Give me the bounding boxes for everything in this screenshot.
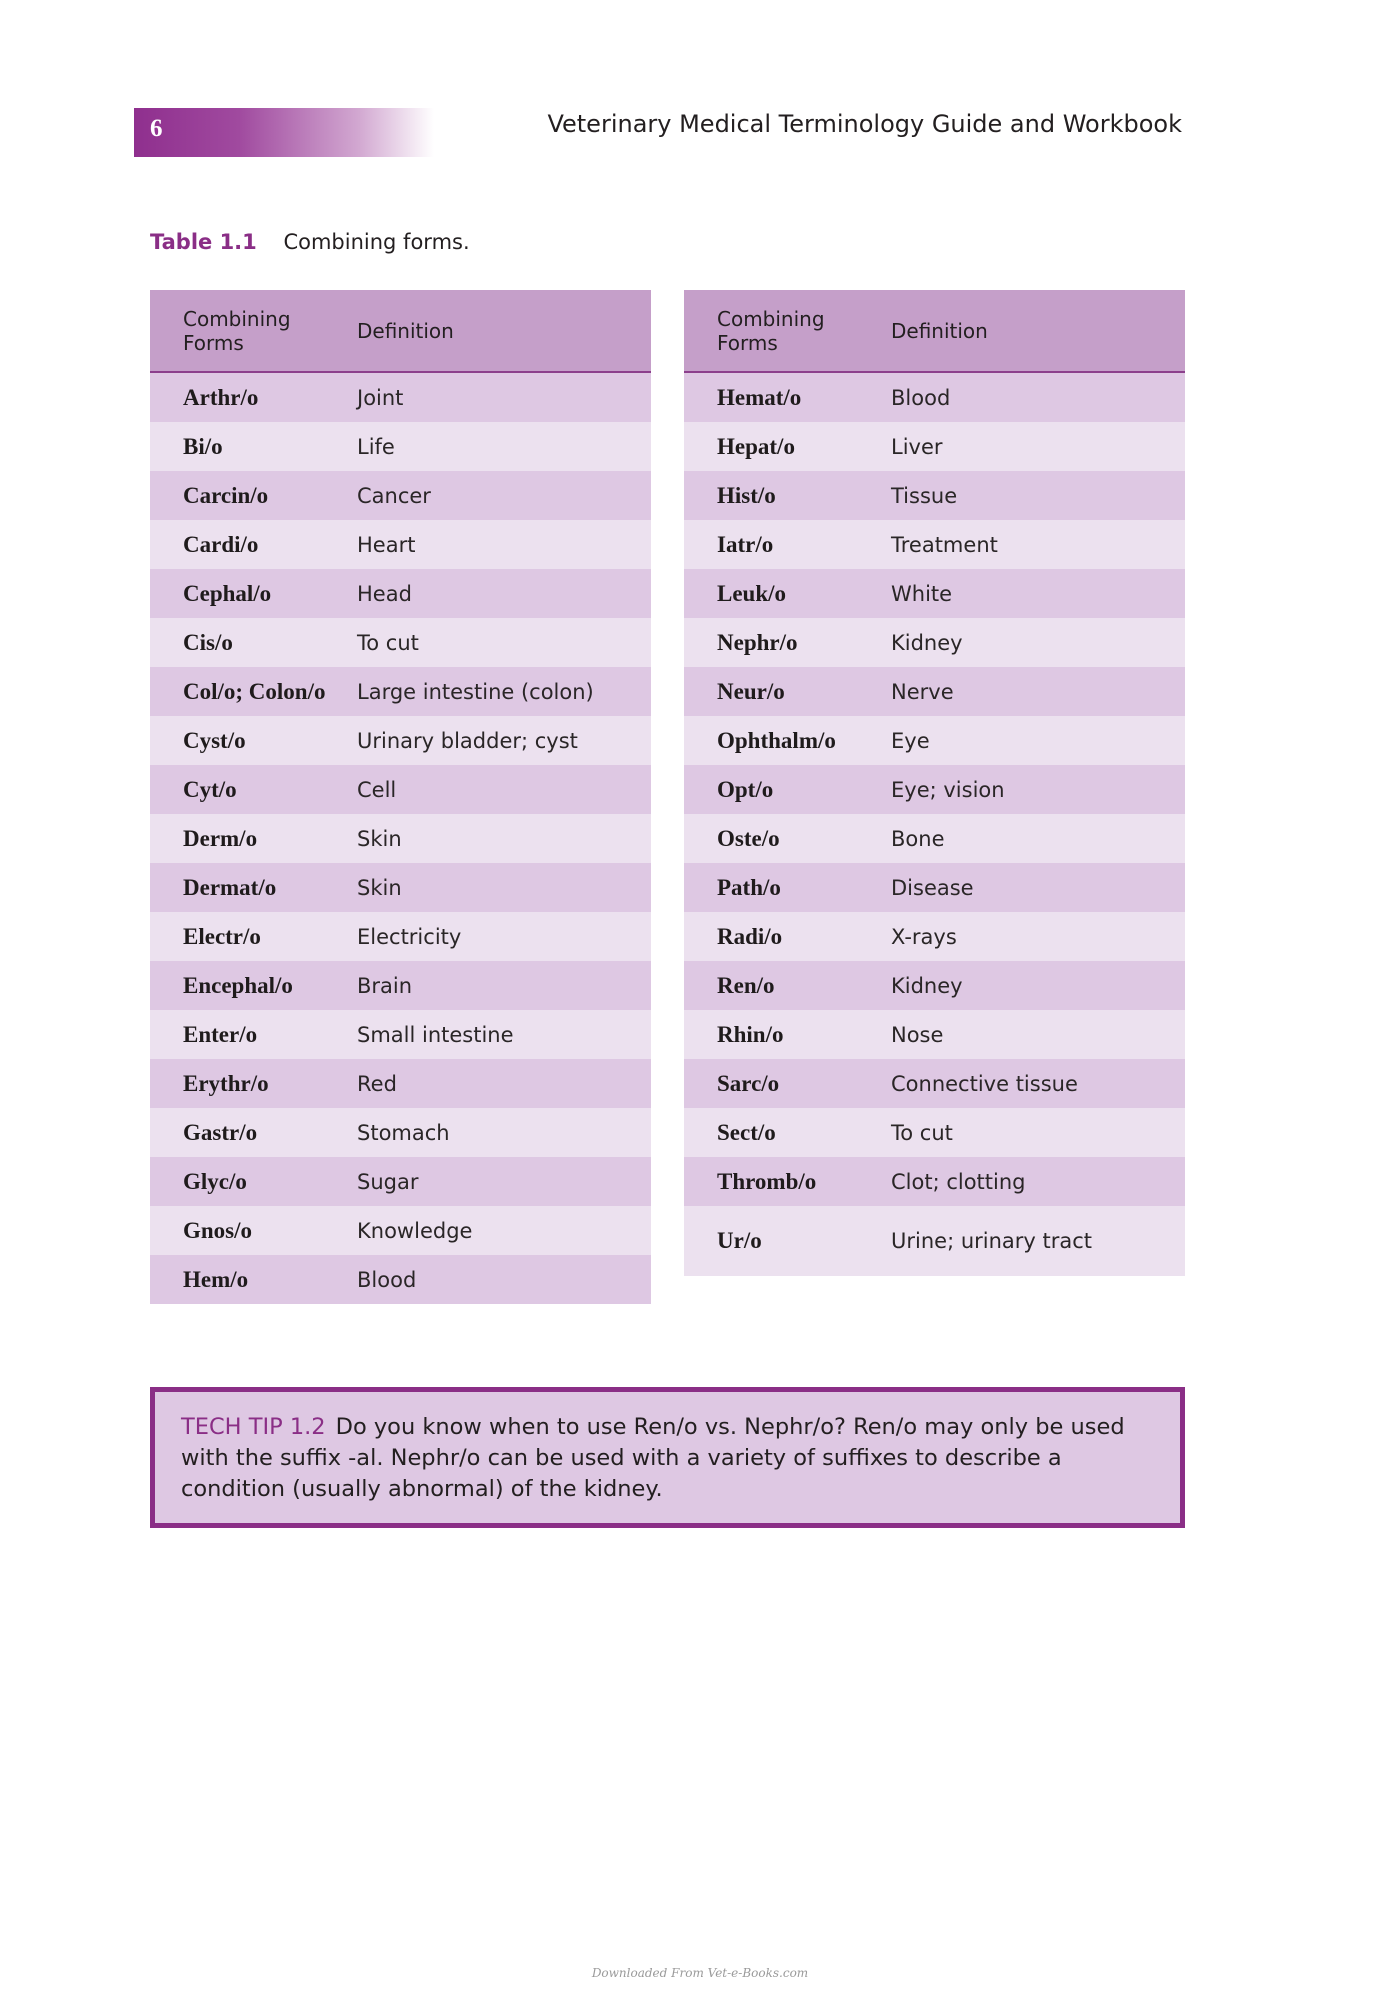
definition-cell: Disease bbox=[891, 875, 974, 900]
table-row bbox=[150, 765, 651, 814]
table-row bbox=[150, 814, 651, 863]
combining-form-cell: Gnos/o bbox=[183, 1217, 253, 1243]
combining-form-cell: Nephr/o bbox=[717, 629, 798, 655]
combining-form-cell: Thromb/o bbox=[717, 1168, 817, 1194]
table-row bbox=[684, 471, 1185, 520]
definition-cell: X-rays bbox=[891, 924, 957, 949]
combining-form-cell: Ren/o bbox=[717, 972, 775, 998]
footer-watermark: Downloaded From Vet-e-Books.com bbox=[591, 1966, 809, 1980]
running-head: Veterinary Medical Terminology Guide and Workbook bbox=[547, 110, 1182, 138]
definition-cell: Blood bbox=[891, 385, 951, 410]
definition-cell: Urinary bladder; cyst bbox=[357, 728, 578, 753]
combining-form-cell: Neur/o bbox=[717, 678, 785, 704]
table-row bbox=[150, 1255, 651, 1304]
combining-form-cell: Sarc/o bbox=[717, 1070, 780, 1096]
combining-form-cell: Carcin/o bbox=[183, 482, 269, 508]
definition-cell: Life bbox=[357, 434, 395, 459]
table-row bbox=[684, 618, 1185, 667]
combining-form-cell: Derm/o bbox=[183, 825, 258, 851]
definition-cell: Sugar bbox=[357, 1169, 419, 1194]
table-row bbox=[150, 471, 651, 520]
definition-cell: Small intestine bbox=[357, 1022, 514, 1047]
table-row bbox=[150, 1010, 651, 1059]
definition-cell: To cut bbox=[891, 1120, 953, 1145]
definition-cell: Cancer bbox=[357, 483, 431, 508]
tech-tip-box bbox=[150, 1387, 1185, 1528]
definition-cell: Urine; urinary tract bbox=[891, 1229, 1093, 1253]
table-row bbox=[150, 569, 651, 618]
table-row bbox=[684, 1206, 1185, 1276]
table-body bbox=[684, 373, 1185, 1276]
combining-form-cell: Path/o bbox=[717, 874, 781, 900]
combining-form-cell: Cyst/o bbox=[183, 727, 246, 753]
combining-form-cell: Cyt/o bbox=[183, 776, 237, 802]
combining-form-cell: Ophthalm/o bbox=[717, 727, 836, 753]
combining-form-cell: Gastr/o bbox=[183, 1119, 258, 1145]
table-row bbox=[684, 422, 1185, 471]
table-row bbox=[150, 912, 651, 961]
table-row bbox=[684, 814, 1185, 863]
table-row bbox=[150, 961, 651, 1010]
combining-form-cell: Ur/o bbox=[717, 1228, 762, 1253]
combining-forms-table-left bbox=[150, 290, 651, 1304]
table-row bbox=[684, 569, 1185, 618]
table-row bbox=[684, 667, 1185, 716]
definition-cell: Liver bbox=[891, 434, 943, 459]
combining-form-cell: Cis/o bbox=[183, 629, 233, 655]
table-row bbox=[684, 912, 1185, 961]
table-caption-text: Combining forms. bbox=[283, 230, 470, 254]
table-row bbox=[684, 1010, 1185, 1059]
definition-cell: Heart bbox=[357, 532, 416, 557]
definition-cell: Eye; vision bbox=[891, 777, 1005, 802]
combining-form-cell: Arthr/o bbox=[183, 384, 259, 410]
combining-form-cell: Enter/o bbox=[183, 1021, 258, 1047]
combining-form-cell: Oste/o bbox=[717, 825, 780, 851]
definition-cell: Connective tissue bbox=[891, 1071, 1078, 1096]
column-header-definition: Definition bbox=[891, 318, 988, 343]
column-header-term: Combining Forms bbox=[183, 306, 291, 355]
table-row bbox=[684, 520, 1185, 569]
table-row bbox=[684, 1059, 1185, 1108]
table-row bbox=[684, 716, 1185, 765]
definition-cell: Knowledge bbox=[357, 1218, 473, 1243]
combining-form-cell: Hem/o bbox=[183, 1266, 249, 1292]
column-header-definition: Definition bbox=[357, 318, 454, 343]
table-row bbox=[150, 716, 651, 765]
combining-form-cell: Erythr/o bbox=[183, 1070, 269, 1096]
combining-form-cell: Cephal/o bbox=[183, 580, 272, 606]
definition-cell: Electricity bbox=[357, 924, 462, 949]
combining-form-cell: Radi/o bbox=[717, 923, 783, 949]
table-row bbox=[150, 1108, 651, 1157]
table-body bbox=[150, 373, 651, 1304]
table-row bbox=[684, 1157, 1185, 1206]
definition-cell: White bbox=[891, 581, 953, 606]
table-row bbox=[150, 1206, 651, 1255]
column-header-term: Combining Forms bbox=[717, 306, 825, 355]
combining-form-cell: Hemat/o bbox=[717, 384, 802, 410]
definition-cell: Joint bbox=[357, 385, 404, 410]
table-caption bbox=[150, 230, 470, 254]
page-number-tab bbox=[134, 108, 434, 157]
combining-form-cell: Encephal/o bbox=[183, 972, 293, 998]
combining-form-cell: Electr/o bbox=[183, 923, 261, 949]
definition-cell: Clot; clotting bbox=[891, 1169, 1026, 1194]
table-row bbox=[150, 520, 651, 569]
definition-cell: Kidney bbox=[891, 630, 963, 655]
table-row bbox=[150, 618, 651, 667]
combining-form-cell: Cardi/o bbox=[183, 531, 259, 557]
definition-cell: Large intestine (colon) bbox=[357, 679, 594, 704]
table-row bbox=[150, 422, 651, 471]
definition-cell: Brain bbox=[357, 973, 413, 998]
definition-cell: Bone bbox=[891, 826, 945, 851]
table-row bbox=[150, 863, 651, 912]
table-row bbox=[684, 765, 1185, 814]
combining-form-cell: Leuk/o bbox=[717, 580, 787, 606]
tech-tip-text: Do you know when to use Ren/o vs. Nephr/o? Ren/o may only be used with the suffix -al. Nephr/o can be used with a variety of suffixes to describe a condition (usually abnormal) of the kidney. bbox=[181, 1414, 1125, 1502]
table-row bbox=[684, 1108, 1185, 1157]
definition-cell: Stomach bbox=[357, 1120, 450, 1145]
definition-cell: Red bbox=[357, 1071, 397, 1096]
definition-cell: Cell bbox=[357, 777, 397, 802]
definition-cell: Skin bbox=[357, 826, 402, 851]
definition-cell: To cut bbox=[357, 630, 419, 655]
combining-form-cell: Bi/o bbox=[183, 433, 223, 459]
combining-form-cell: Hist/o bbox=[717, 482, 776, 508]
definition-cell: Nerve bbox=[891, 679, 954, 704]
table-row bbox=[684, 961, 1185, 1010]
table-row bbox=[150, 373, 651, 422]
combining-form-cell: Rhin/o bbox=[717, 1021, 784, 1047]
page-number: 6 bbox=[150, 115, 163, 142]
combining-form-cell: Col/o; Colon/o bbox=[183, 678, 326, 704]
table-row bbox=[150, 1157, 651, 1206]
table-row bbox=[150, 1059, 651, 1108]
combining-form-cell: Glyc/o bbox=[183, 1168, 247, 1194]
definition-cell: Treatment bbox=[891, 532, 998, 557]
table-header bbox=[684, 290, 1185, 373]
table-row bbox=[150, 667, 651, 716]
definition-cell: Tissue bbox=[891, 483, 958, 508]
combining-form-cell: Opt/o bbox=[717, 776, 774, 802]
tech-tip-label: TECH TIP 1.2 bbox=[181, 1414, 326, 1440]
table-row bbox=[684, 863, 1185, 912]
table-row bbox=[684, 373, 1185, 422]
combining-form-cell: Iatr/o bbox=[717, 531, 774, 557]
definition-cell: Eye bbox=[891, 728, 930, 753]
table-header bbox=[150, 290, 651, 373]
definition-cell: Skin bbox=[357, 875, 402, 900]
definition-cell: Head bbox=[357, 581, 412, 606]
definition-cell: Nose bbox=[891, 1022, 944, 1047]
definition-cell: Kidney bbox=[891, 973, 963, 998]
combining-form-cell: Sect/o bbox=[717, 1119, 776, 1145]
table-caption-label: Table 1.1 bbox=[150, 230, 257, 254]
combining-forms-table-right bbox=[684, 290, 1185, 1276]
combining-form-cell: Dermat/o bbox=[183, 874, 277, 900]
combining-form-cell: Hepat/o bbox=[717, 433, 795, 459]
definition-cell: Blood bbox=[357, 1267, 417, 1292]
